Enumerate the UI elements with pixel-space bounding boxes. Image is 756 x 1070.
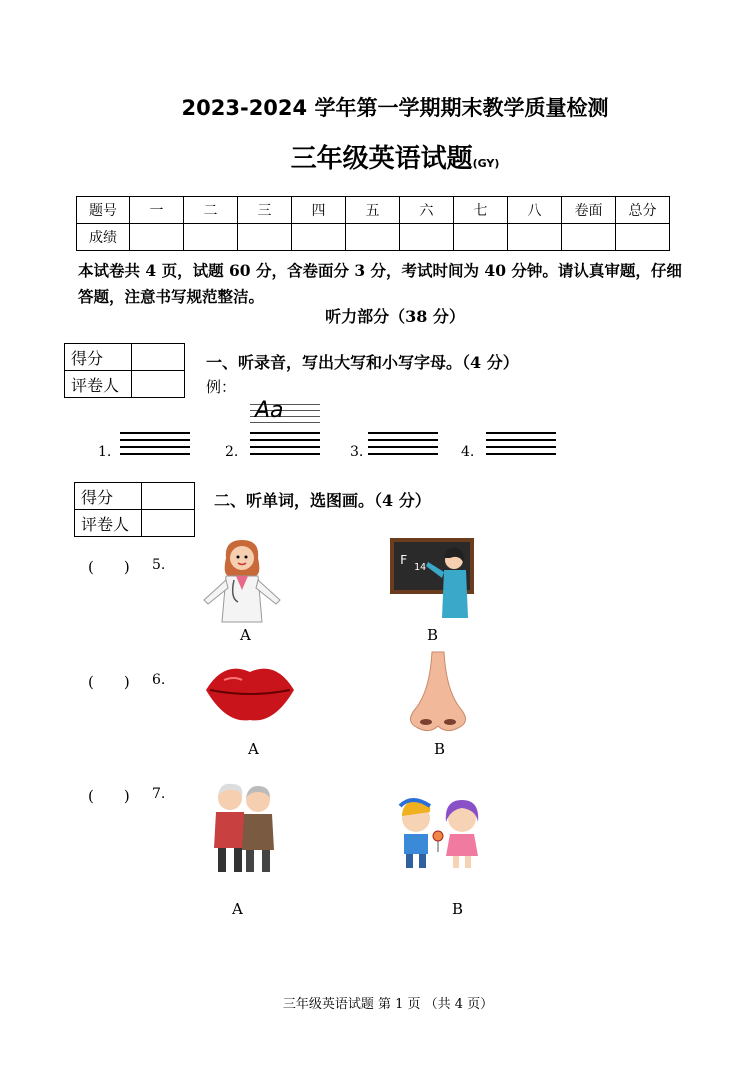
grandparents-icon[interactable] [208, 778, 280, 876]
edition-code: (GY) [472, 157, 500, 170]
option-a-label: A [248, 740, 259, 758]
example-letters: Aa [255, 398, 284, 423]
nose-icon[interactable] [390, 650, 486, 736]
score-cell: 八 [508, 197, 562, 224]
exam-title: 2023-2024 学年第一学期期末教学质量检测 [181, 96, 609, 120]
score-input-cell[interactable] [616, 224, 670, 251]
grader-name-label: 评卷人 [65, 371, 132, 398]
score-input-cell[interactable] [454, 224, 508, 251]
score-input-cell[interactable] [184, 224, 238, 251]
svg-text:14: 14 [414, 562, 427, 573]
score-input-cell[interactable] [130, 224, 184, 251]
score-cell: 七 [454, 197, 508, 224]
score-cell: 三 [238, 197, 292, 224]
answer-writing-lines[interactable] [250, 432, 320, 462]
score-input-cell[interactable] [400, 224, 454, 251]
score-cell: 四 [292, 197, 346, 224]
item-number: 6. [152, 672, 166, 688]
answer-bracket[interactable]: ( ) [88, 787, 130, 805]
svg-text:F: F [400, 553, 408, 567]
item-number: 2. [225, 444, 239, 460]
option-b-label: B [452, 900, 464, 918]
grader-score-field[interactable] [142, 483, 195, 510]
question-1-title: 一、听录音，写出大写和小写字母。（4 分） [206, 353, 519, 372]
item-number: 3. [350, 444, 364, 460]
item-number: 5. [152, 557, 166, 573]
option-a-label: A [240, 626, 251, 644]
score-row-label: 成绩 [77, 224, 130, 251]
score-cell: 总分 [616, 197, 670, 224]
answer-writing-lines[interactable] [120, 432, 190, 462]
score-cell: 卷面 [562, 197, 616, 224]
answer-writing-lines[interactable] [486, 432, 556, 462]
score-table-score-row [77, 224, 670, 251]
option-a-label: A [232, 900, 243, 918]
score-cell: 题号 [77, 197, 130, 224]
grader-name-label: 评卷人 [75, 510, 142, 537]
exam-instructions: 本试卷共 4 页，试题 60 分，含卷面分 3 分，考试时间为 40 分钟。请认真审题，仔细答题，注意书写规范整洁。 [78, 261, 682, 306]
grader-score-label: 得分 [75, 483, 142, 510]
score-input-cell[interactable] [238, 224, 292, 251]
score-input-cell[interactable] [292, 224, 346, 251]
score-input-cell[interactable] [562, 224, 616, 251]
page-footer: 三年级英语试题 第 1 页 （共 4 页） [282, 997, 494, 1012]
option-b-label: B [427, 626, 439, 644]
grader-box-q1 [64, 343, 185, 398]
answer-bracket[interactable]: ( ) [88, 558, 130, 576]
score-cell: 六 [400, 197, 454, 224]
grader-name-field[interactable] [132, 371, 185, 398]
answer-bracket[interactable]: ( ) [88, 673, 130, 691]
subject-title: 三年级英语试题 [290, 144, 473, 174]
option-b-label: B [434, 740, 446, 758]
score-table-header-row [77, 197, 670, 224]
item-number: 7. [152, 786, 166, 802]
score-input-cell[interactable] [346, 224, 400, 251]
doctor-icon[interactable] [200, 536, 284, 624]
teacher-icon[interactable] [388, 536, 480, 620]
exam-subtitle [0, 138, 756, 175]
score-cell: 二 [184, 197, 238, 224]
score-cell: 一 [130, 197, 184, 224]
grader-box-q2 [74, 482, 195, 537]
example-label: 例： [206, 378, 237, 396]
section-heading: 听力部分（38 分） [325, 307, 465, 326]
children-icon[interactable] [392, 792, 488, 872]
mouth-icon[interactable] [204, 654, 296, 726]
score-input-cell[interactable] [508, 224, 562, 251]
score-table [76, 196, 670, 251]
grader-score-field[interactable] [132, 344, 185, 371]
grader-name-field[interactable] [142, 510, 195, 537]
item-number: 4. [461, 444, 475, 460]
score-cell: 五 [346, 197, 400, 224]
grader-score-label: 得分 [65, 344, 132, 371]
question-2-title: 二、听单词，选图画。（4 分） [214, 491, 431, 510]
item-number: 1. [98, 444, 112, 460]
answer-writing-lines[interactable] [368, 432, 438, 462]
